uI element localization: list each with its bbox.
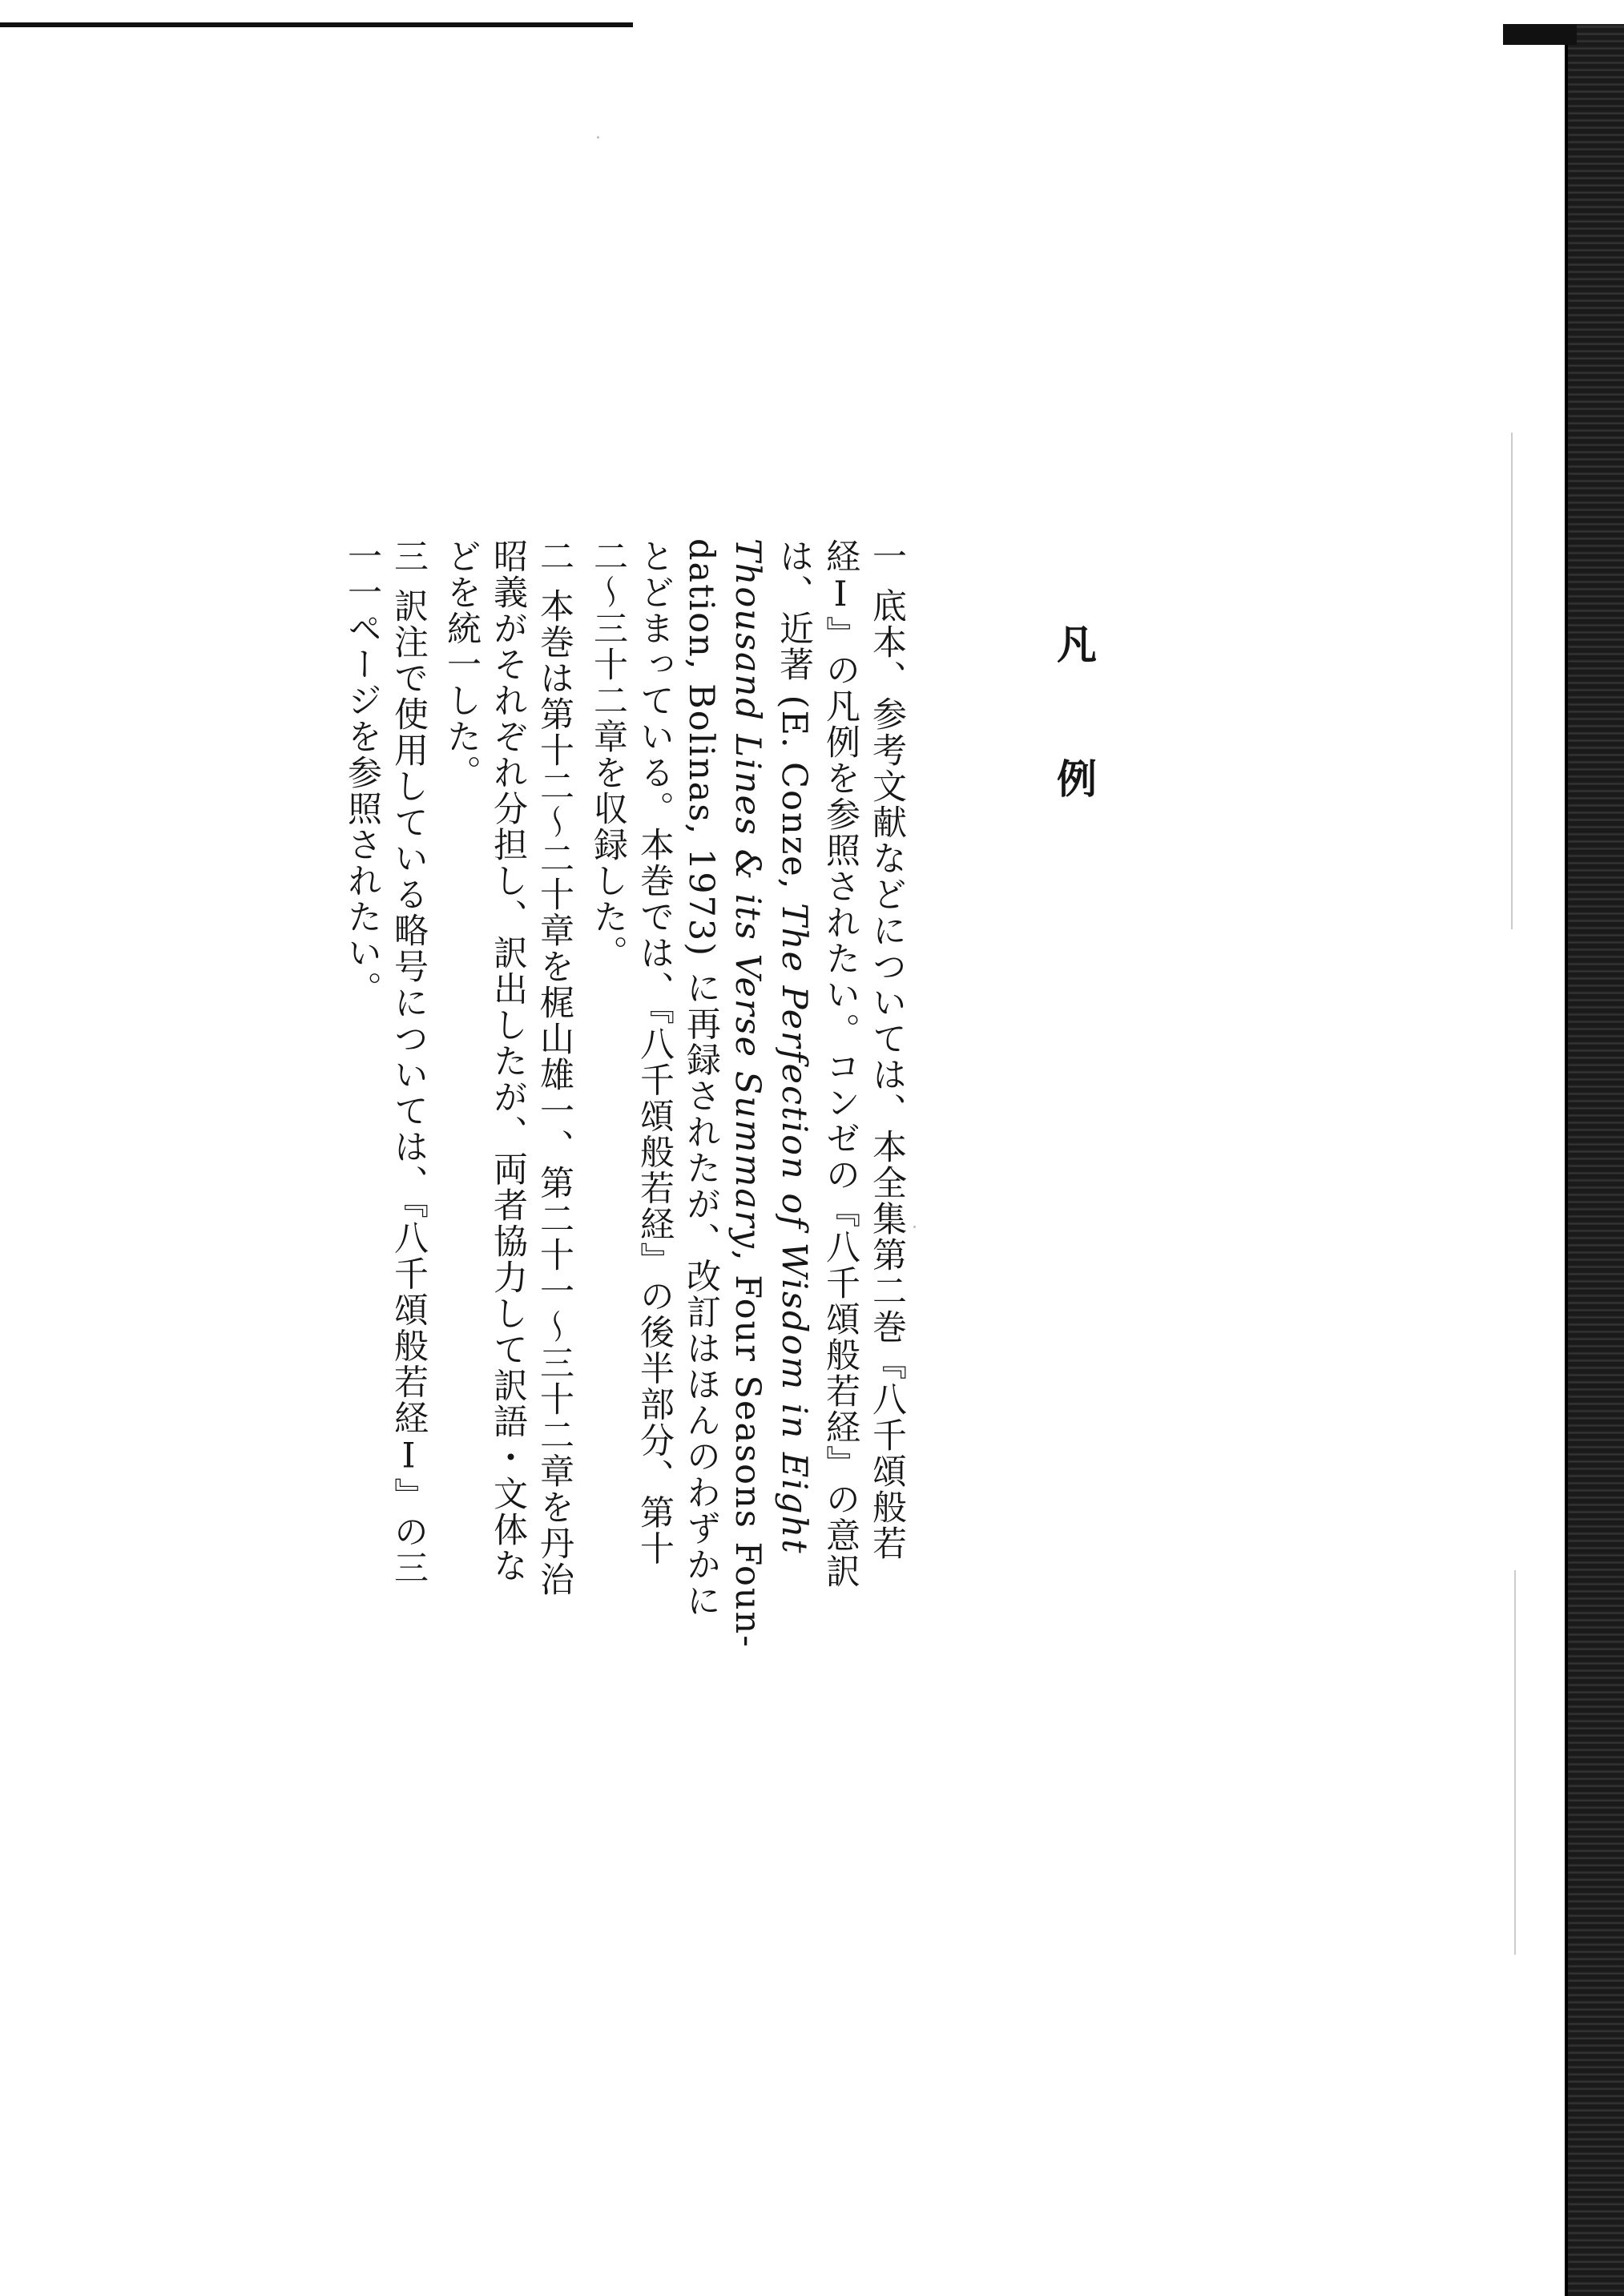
item-marker: 二 [534, 538, 574, 573]
item-line: 経Ⅰ』の凡例を参照されたい。コンゼの『八千頌般若経』の意訳 [820, 538, 860, 1589]
item-line-italic: The Perfection of Wisdom in Eight [774, 903, 814, 1555]
page-title: 凡 例 [1050, 623, 1098, 825]
item-line: 二〜三十二章を収録した。 [588, 538, 628, 971]
item-line: dation, Bolinas, 1973) に再録されたが、改訂はほんのわずかに [681, 538, 721, 1619]
item-line: とどまっている。本巻では、『八千頌般若経』の後半部分、第十 [635, 538, 675, 1567]
scan-shadow-line [1511, 433, 1513, 929]
scan-shadow-line [1514, 1570, 1516, 1955]
top-edge-rule [0, 22, 633, 27]
item-line: どを統一した。 [441, 538, 482, 791]
notes-body [304, 538, 913, 1649]
item-marker: 三 [389, 538, 429, 573]
scan-border-right [1565, 24, 1624, 2296]
item-line [774, 538, 814, 1555]
scan-border-corner [1503, 24, 1577, 45]
item-line: 底本、参考文献などについては、本全集第二巻『八千頌般若 [867, 588, 907, 1561]
item-line: 昭義がそれぞれ分担し、訳出したが、両者協力して訳語・文体な [488, 538, 528, 1584]
scan-speck [597, 136, 599, 139]
scan-border-edge [1565, 24, 1568, 2296]
item-line-italic: Thousand Lines & its Verse Summary [727, 538, 768, 1250]
scan-speck [913, 1226, 916, 1228]
item-line-part: , Four Seasons Foun- [727, 1249, 768, 1649]
item-line-part: は、近著 (E. Conze, [774, 538, 814, 904]
item-line [727, 538, 768, 1649]
item-marker: 一 [867, 538, 907, 573]
item-line: 訳注で使用している略号については、『八千頌般若経Ⅰ』の三 [389, 588, 429, 1586]
item-line: 一一ページを参照されたい。 [342, 538, 382, 1007]
item-line: 本巻は第十二〜二十章を梶山雄一、第二十一〜三十二章を丹治 [534, 588, 574, 1597]
